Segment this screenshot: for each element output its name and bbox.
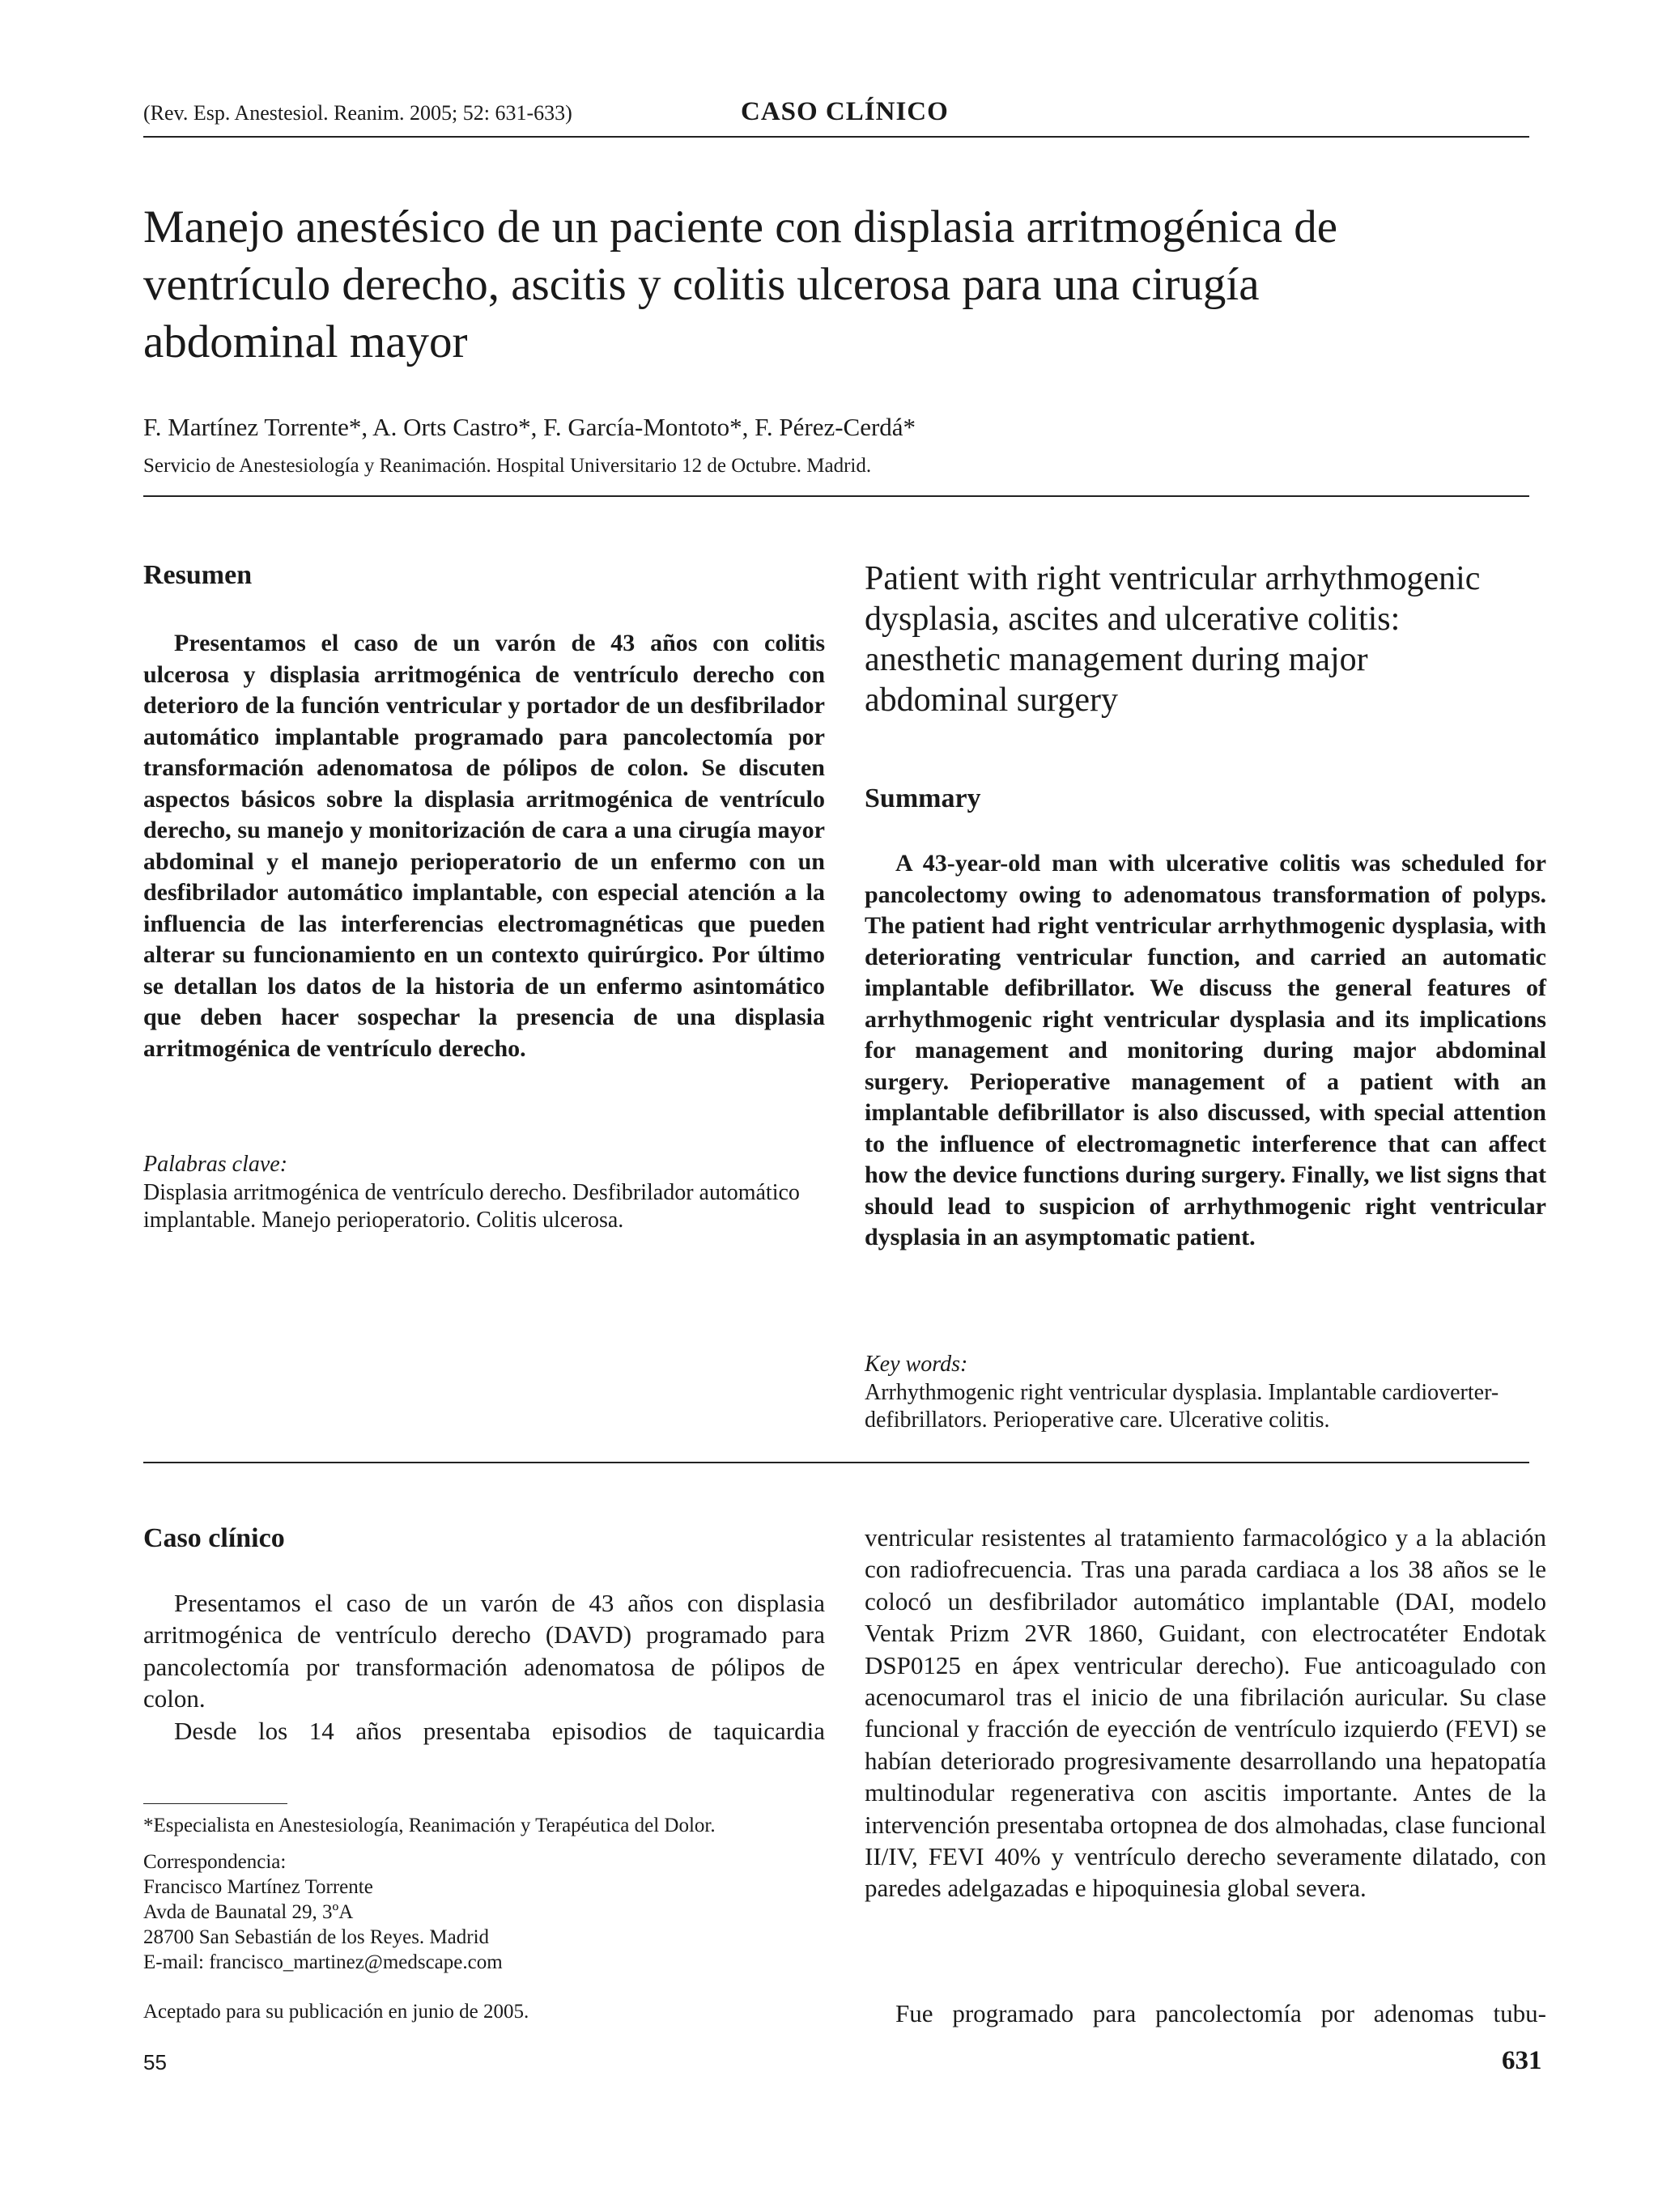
abstract-rule bbox=[143, 1462, 1529, 1463]
section-label: CASO CLÍNICO bbox=[741, 97, 949, 126]
summary-text: A 43-year-old man with ulcerative colitis was scheduled for pancolectomy owing to adenomatous transformation of polyps. The patient had right ventricular arrhythmogenic dysplasia, with deteriorating ventricular function, and carried an automatic implantable defibrillator. We discuss the general features of arrhythmogenic right ventricular dysplasia and its implications for management and monitoring during major abdominal surgery. Perioperative management of a patient with an implantable defibrillator is also discussed, with special attention to the influence of electromagnetic interference that can affect how the device functions during surgery. Finally, we list signs that should lead to suspicion of arrhythmogenic right ventricular dysplasia in an asymptomatic patient. bbox=[865, 850, 1546, 1250]
english-title-line: anesthetic management during major bbox=[865, 641, 1368, 678]
authors: F. Martínez Torrente*, A. Orts Castro*, F. García-Montoto*, F. Pérez-Cerdá* bbox=[143, 413, 916, 441]
key-words-label: Key words: bbox=[865, 1352, 968, 1377]
correspondence-line: E-mail: francisco_martinez@medscape.com bbox=[143, 1951, 503, 1973]
case-column-2-text: ventricular resistentes al tratamiento farmacológico y a la ablación con radiofrecuencia. Tras una parada cardiaca a los 38 años se le colocó un desfibrilador automático implantable (DAI, modelo Ventak Prizm 2VR 1860, Guidant, con electrocatéter Endotak DSP0125 en ápex ventricular derecho). Fue anticoagulado con acenocumarol tras el inicio de una fibrilación auricular. Su clase funcional y fracción de eyección de ventrículo izquierdo (FEVI) se habían deteriorado progresivamente desarrollando una hepatopatía multinodular regenerativa con ascitis importante. Antes de la intervención presentaba ortopnea de dos almohadas, clase funcional II/IV, FEVI 40% y ventrículo derecho severamente dilatado, con paredes adelgazadas e hipoquinesia global severa. bbox=[865, 1523, 1546, 1903]
header-rule bbox=[143, 136, 1529, 138]
title-line: Manejo anestésico de un paciente con displasia arritmogénica de bbox=[143, 202, 1338, 253]
specialist-footnote: *Especialista en Anestesiología, Reanimación y Terapéutica del Dolor. bbox=[143, 1815, 716, 1836]
accepted-note: Aceptado para su publicación en junio de 2005. bbox=[143, 2001, 529, 2023]
resumen-heading: Resumen bbox=[143, 560, 253, 590]
affiliation: Servicio de Anestesiología y Reanimación. Hospital Universitario 12 de Octubre. Madrid. bbox=[143, 455, 872, 477]
footnote-rule bbox=[143, 1803, 287, 1804]
case-column-2-next: Fue programado para pancolectomía por adenomas tubu- bbox=[895, 1999, 1546, 2027]
article-title bbox=[143, 198, 1520, 371]
title-rule bbox=[143, 495, 1529, 497]
page-number-left: 55 bbox=[143, 2050, 167, 2074]
page-number-right: 631 bbox=[1502, 2046, 1542, 2075]
english-title-line: Patient with right ventricular arrhythmogenic bbox=[865, 560, 1481, 597]
summary-heading: Summary bbox=[865, 783, 981, 813]
resumen-text: Presentamos el caso de un varón de 43 años con colitis ulcerosa y displasia arritmogénica de ventrículo derecho con deterioro de la función ventricular y portador de un desfibrilador automático implantable programado para pancolectomía por transformación adenomatosa de pólipos de colon. Se discuten aspectos básicos sobre la displasia arritmogénica de ventrículo derecho, su manejo y monitorización de cara a una cirugía mayor abdominal y el manejo perioperatorio de un enfermo con un desfibrilador automático implantable, con especial atención a la influencia de las interferencias electromagnéticas que pueden alterar su funcionamiento en un contexto quirúrgico. Por último se detallan los datos de la historia de un enfermo asintomático que deben hacer sospechar la presencia de una displasia arritmogénica de ventrículo derecho. bbox=[143, 630, 825, 1062]
correspondence-line: Avda de Baunatal 29, 3ºA bbox=[143, 1901, 354, 1923]
caso-clinico-heading: Caso clínico bbox=[143, 1523, 285, 1553]
key-words-text: Arrhythmogenic right ventricular dysplasia. Implantable cardioverter-defibrillators. Perioperative care. Ulcerative colitis. bbox=[865, 1380, 1499, 1433]
case-paragraph-1: Presentamos el caso de un varón de 43 años con displasia arritmogénica de ventrículo derecho (DAVD) programado para pancolectomía por transformación adenomatosa de pólipos de colon. bbox=[143, 1589, 825, 1713]
journal-citation: (Rev. Esp. Anestesiol. Reanim. 2005; 52: 631-633) bbox=[143, 101, 572, 125]
correspondence-block bbox=[143, 1849, 825, 1975]
palabras-clave-text: Displasia arritmogénica de ventrículo derecho. Desfibrilador automático implantable. Manejo perioperatorio. Colitis ulcerosa. bbox=[143, 1180, 800, 1233]
correspondence-line: Francisco Martínez Torrente bbox=[143, 1876, 373, 1898]
english-title-line: abdominal surgery bbox=[865, 681, 1118, 719]
english-title bbox=[865, 558, 1553, 720]
title-line: ventrículo derecho, ascitis y colitis ulcerosa para una cirugía bbox=[143, 259, 1260, 310]
palabras-clave-label: Palabras clave: bbox=[143, 1152, 288, 1177]
correspondence-line: Correspondencia: bbox=[143, 1851, 287, 1873]
case-paragraph-2: Desde los 14 años presentaba episodios de taquicardia bbox=[174, 1717, 825, 1745]
english-title-line: dysplasia, ascites and ulcerative colitis: bbox=[865, 601, 1401, 638]
title-line: abdominal mayor bbox=[143, 316, 468, 367]
correspondence-line: 28700 San Sebastián de los Reyes. Madrid bbox=[143, 1926, 490, 1948]
